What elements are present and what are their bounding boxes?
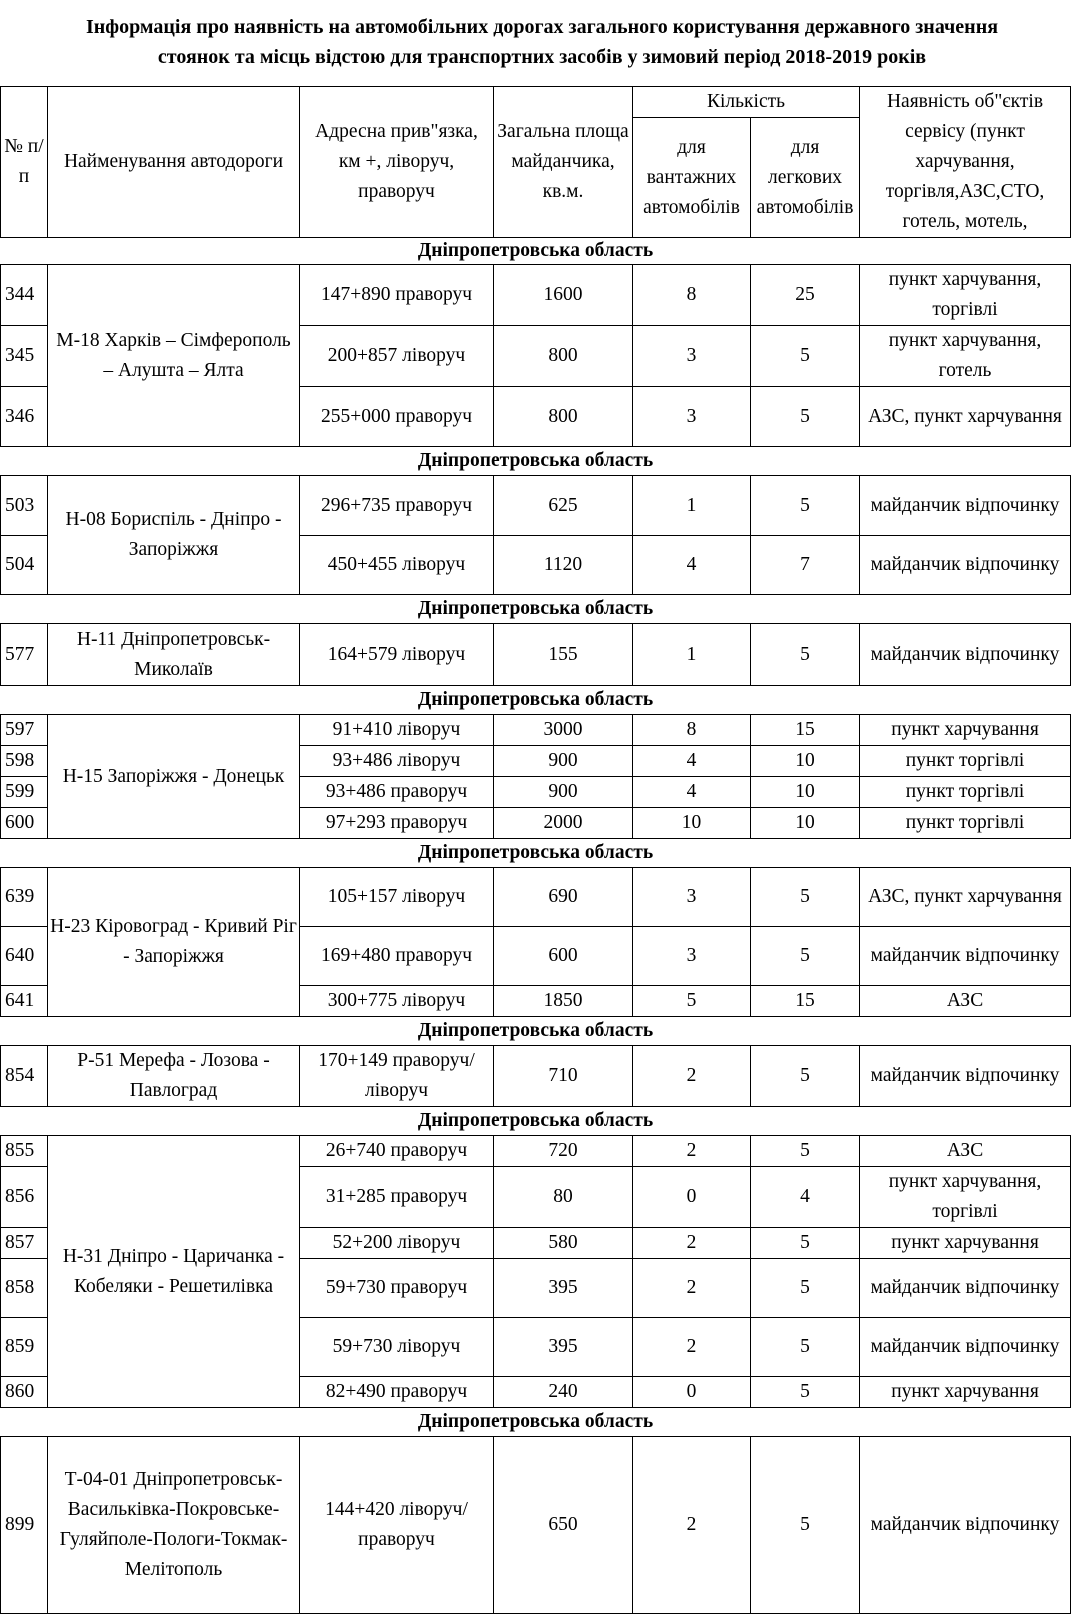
cell-area: 395 (494, 1318, 633, 1377)
table-row (1, 715, 1071, 746)
cell-services: пункт торгівлі (860, 808, 1071, 839)
header-count: Кількість (633, 87, 860, 118)
title-line-1: Інформація про наявність на автомобільних дорогах загального користування державного значення (85, 16, 999, 38)
cell-trucks: 3 (633, 927, 751, 986)
cell-address: 164+579 ліворуч (300, 624, 494, 686)
cell-num: 641 (1, 986, 48, 1017)
cell-services: пункт харчування, торгівлі (860, 1167, 1071, 1228)
cell-num: 599 (1, 777, 48, 808)
cell-num: 597 (1, 715, 48, 746)
cell-cars: 7 (751, 536, 860, 595)
cell-services: майданчик відпочинку (860, 1437, 1071, 1614)
cell-cars: 5 (751, 476, 860, 536)
cell-area: 710 (494, 1046, 633, 1107)
cell-address: 52+200 ліворуч (300, 1228, 494, 1259)
cell-address: 93+486 праворуч (300, 777, 494, 808)
cell-address: 31+285 праворуч (300, 1167, 494, 1228)
cell-trucks: 2 (633, 1259, 751, 1318)
region-label: Дніпропетровська область (1, 1107, 1071, 1136)
cell-address: 255+000 праворуч (300, 387, 494, 447)
region-row (1, 686, 1071, 715)
region-row (1, 839, 1071, 868)
cell-cars: 5 (751, 1228, 860, 1259)
header-cars: для легкових автомобілів (751, 118, 860, 238)
document-title (0, 0, 1084, 86)
cell-address: 200+857 ліворуч (300, 326, 494, 387)
cell-cars: 10 (751, 808, 860, 839)
cell-trucks: 3 (633, 387, 751, 447)
cell-road: Н-11 Дніпропетровськ-Миколаїв (48, 624, 300, 686)
title-line-2: стоянок та місць відстою для транспортних засобів у зимовий період 2018-2019 років (157, 46, 927, 68)
cell-address: 59+730 праворуч (300, 1259, 494, 1318)
cell-trucks: 3 (633, 326, 751, 387)
cell-area: 900 (494, 746, 633, 777)
table-row (1, 265, 1071, 326)
region-row (1, 447, 1071, 476)
cell-address: 147+890 праворуч (300, 265, 494, 326)
cell-trucks: 4 (633, 746, 751, 777)
header-road: Найменування автодороги (48, 87, 300, 238)
header-services: Наявність об"єктів сервісу (пункт харчування, торгівля,АЗС,СТО, готель, мотель, (860, 87, 1071, 238)
cell-area: 80 (494, 1167, 633, 1228)
cell-trucks: 4 (633, 536, 751, 595)
header-num: № п/п (1, 87, 48, 238)
cell-trucks: 3 (633, 868, 751, 927)
cell-services: пункт торгівлі (860, 777, 1071, 808)
cell-services: майданчик відпочинку (860, 1046, 1071, 1107)
cell-num: 639 (1, 868, 48, 927)
cell-address: 59+730 ліворуч (300, 1318, 494, 1377)
cell-area: 155 (494, 624, 633, 686)
cell-cars: 10 (751, 777, 860, 808)
cell-cars: 5 (751, 1318, 860, 1377)
cell-road: М-18 Харків – Сімферополь – Алушта – Ялта (48, 265, 300, 447)
cell-area: 625 (494, 476, 633, 536)
cell-trucks: 5 (633, 986, 751, 1017)
region-row (1, 595, 1071, 624)
cell-services: майданчик відпочинку (860, 624, 1071, 686)
cell-trucks: 1 (633, 476, 751, 536)
cell-num: 860 (1, 1377, 48, 1408)
cell-services: АЗС (860, 1136, 1071, 1167)
cell-trucks: 2 (633, 1046, 751, 1107)
cell-services: пункт харчування (860, 1228, 1071, 1259)
cell-area: 1850 (494, 986, 633, 1017)
cell-services: АЗС (860, 986, 1071, 1017)
cell-trucks: 8 (633, 265, 751, 326)
parking-table (0, 86, 1071, 1614)
cell-area: 900 (494, 777, 633, 808)
cell-area: 3000 (494, 715, 633, 746)
region-row (1, 238, 1071, 265)
cell-num: 345 (1, 326, 48, 387)
cell-trucks: 10 (633, 808, 751, 839)
cell-trucks: 8 (633, 715, 751, 746)
cell-area: 1600 (494, 265, 633, 326)
cell-num: 855 (1, 1136, 48, 1167)
table-row (1, 1046, 1071, 1107)
cell-num: 899 (1, 1437, 48, 1614)
region-label: Дніпропетровська область (1, 447, 1071, 476)
cell-num: 859 (1, 1318, 48, 1377)
cell-num: 856 (1, 1167, 48, 1228)
cell-num: 640 (1, 927, 48, 986)
region-row (1, 1107, 1071, 1136)
cell-trucks: 2 (633, 1437, 751, 1614)
header-trucks: для вантажних автомобілів (633, 118, 751, 238)
cell-cars: 5 (751, 1437, 860, 1614)
cell-cars: 10 (751, 746, 860, 777)
cell-address: 450+455 ліворуч (300, 536, 494, 595)
cell-area: 580 (494, 1228, 633, 1259)
cell-road: Н-15 Запоріжжя - Донецьк (48, 715, 300, 839)
region-label: Дніпропетровська область (1, 1017, 1071, 1046)
cell-area: 2000 (494, 808, 633, 839)
cell-services: АЗС, пункт харчування (860, 868, 1071, 927)
cell-area: 650 (494, 1437, 633, 1614)
cell-cars: 5 (751, 1136, 860, 1167)
cell-services: пункт харчування (860, 1377, 1071, 1408)
cell-area: 600 (494, 927, 633, 986)
cell-cars: 5 (751, 1259, 860, 1318)
cell-cars: 5 (751, 387, 860, 447)
cell-cars: 5 (751, 1377, 860, 1408)
cell-cars: 15 (751, 986, 860, 1017)
cell-address: 296+735 праворуч (300, 476, 494, 536)
cell-services: пункт харчування (860, 715, 1071, 746)
cell-num: 504 (1, 536, 48, 595)
cell-address: 93+486 ліворуч (300, 746, 494, 777)
region-label: Дніпропетровська область (1, 595, 1071, 624)
region-label: Дніпропетровська область (1, 1408, 1071, 1437)
cell-services: майданчик відпочинку (860, 927, 1071, 986)
cell-area: 690 (494, 868, 633, 927)
cell-cars: 5 (751, 868, 860, 927)
cell-num: 858 (1, 1259, 48, 1318)
table-row (1, 1136, 1071, 1167)
table-row (1, 868, 1071, 927)
cell-services: пункт харчування, готель (860, 326, 1071, 387)
cell-cars: 15 (751, 715, 860, 746)
table-row (1, 1437, 1071, 1614)
cell-num: 600 (1, 808, 48, 839)
cell-address: 169+480 праворуч (300, 927, 494, 986)
cell-services: майданчик відпочинку (860, 1318, 1071, 1377)
cell-trucks: 2 (633, 1136, 751, 1167)
cell-num: 857 (1, 1228, 48, 1259)
cell-services: пункт торгівлі (860, 746, 1071, 777)
cell-trucks: 1 (633, 624, 751, 686)
cell-address: 91+410 ліворуч (300, 715, 494, 746)
region-label: Дніпропетровська область (1, 686, 1071, 715)
cell-address: 170+149 праворуч/ліворуч (300, 1046, 494, 1107)
cell-cars: 25 (751, 265, 860, 326)
cell-area: 800 (494, 387, 633, 447)
cell-services: АЗС, пункт харчування (860, 387, 1071, 447)
cell-cars: 5 (751, 624, 860, 686)
cell-address: 144+420 ліворуч/праворуч (300, 1437, 494, 1614)
region-label: Дніпропетровська область (1, 839, 1071, 868)
header-address: Адресна прив"язка, км +, ліворуч, праворуч (300, 87, 494, 238)
cell-area: 1120 (494, 536, 633, 595)
cell-services: майданчик відпочинку (860, 476, 1071, 536)
cell-area: 395 (494, 1259, 633, 1318)
cell-area: 240 (494, 1377, 633, 1408)
cell-road: Н-08 Бориспіль - Дніпро - Запоріжжя (48, 476, 300, 595)
cell-num: 598 (1, 746, 48, 777)
cell-address: 26+740 праворуч (300, 1136, 494, 1167)
cell-address: 300+775 ліворуч (300, 986, 494, 1017)
cell-num: 854 (1, 1046, 48, 1107)
cell-num: 503 (1, 476, 48, 536)
region-row (1, 1408, 1071, 1437)
cell-cars: 4 (751, 1167, 860, 1228)
table-row (1, 476, 1071, 536)
cell-road: Т-04-01 Дніпропетровськ-Васильківка-Покровське-Гуляйполе-Пологи-Токмак-Мелітополь (48, 1437, 300, 1614)
cell-services: майданчик відпочинку (860, 1259, 1071, 1318)
table-row (1, 624, 1071, 686)
region-label: Дніпропетровська область (1, 238, 1071, 265)
cell-num: 577 (1, 624, 48, 686)
cell-area: 720 (494, 1136, 633, 1167)
cell-cars: 5 (751, 1046, 860, 1107)
cell-address: 82+490 праворуч (300, 1377, 494, 1408)
region-row (1, 1017, 1071, 1046)
cell-cars: 5 (751, 326, 860, 387)
cell-road: Н-31 Дніпро - Царичанка - Кобеляки - Решетилівка (48, 1136, 300, 1408)
cell-road: Н-23 Кіровоград - Кривий Ріг - Запоріжжя (48, 868, 300, 1017)
cell-road: Р-51 Мерефа - Лозова - Павлоград (48, 1046, 300, 1107)
cell-num: 346 (1, 387, 48, 447)
cell-area: 800 (494, 326, 633, 387)
cell-trucks: 0 (633, 1167, 751, 1228)
cell-trucks: 0 (633, 1377, 751, 1408)
cell-services: майданчик відпочинку (860, 536, 1071, 595)
cell-address: 97+293 праворуч (300, 808, 494, 839)
cell-trucks: 4 (633, 777, 751, 808)
cell-address: 105+157 ліворуч (300, 868, 494, 927)
header-area: Загальна площа майданчика, кв.м. (494, 87, 633, 238)
cell-trucks: 2 (633, 1228, 751, 1259)
cell-cars: 5 (751, 927, 860, 986)
cell-trucks: 2 (633, 1318, 751, 1377)
cell-num: 344 (1, 265, 48, 326)
cell-services: пункт харчування, торгівлі (860, 265, 1071, 326)
